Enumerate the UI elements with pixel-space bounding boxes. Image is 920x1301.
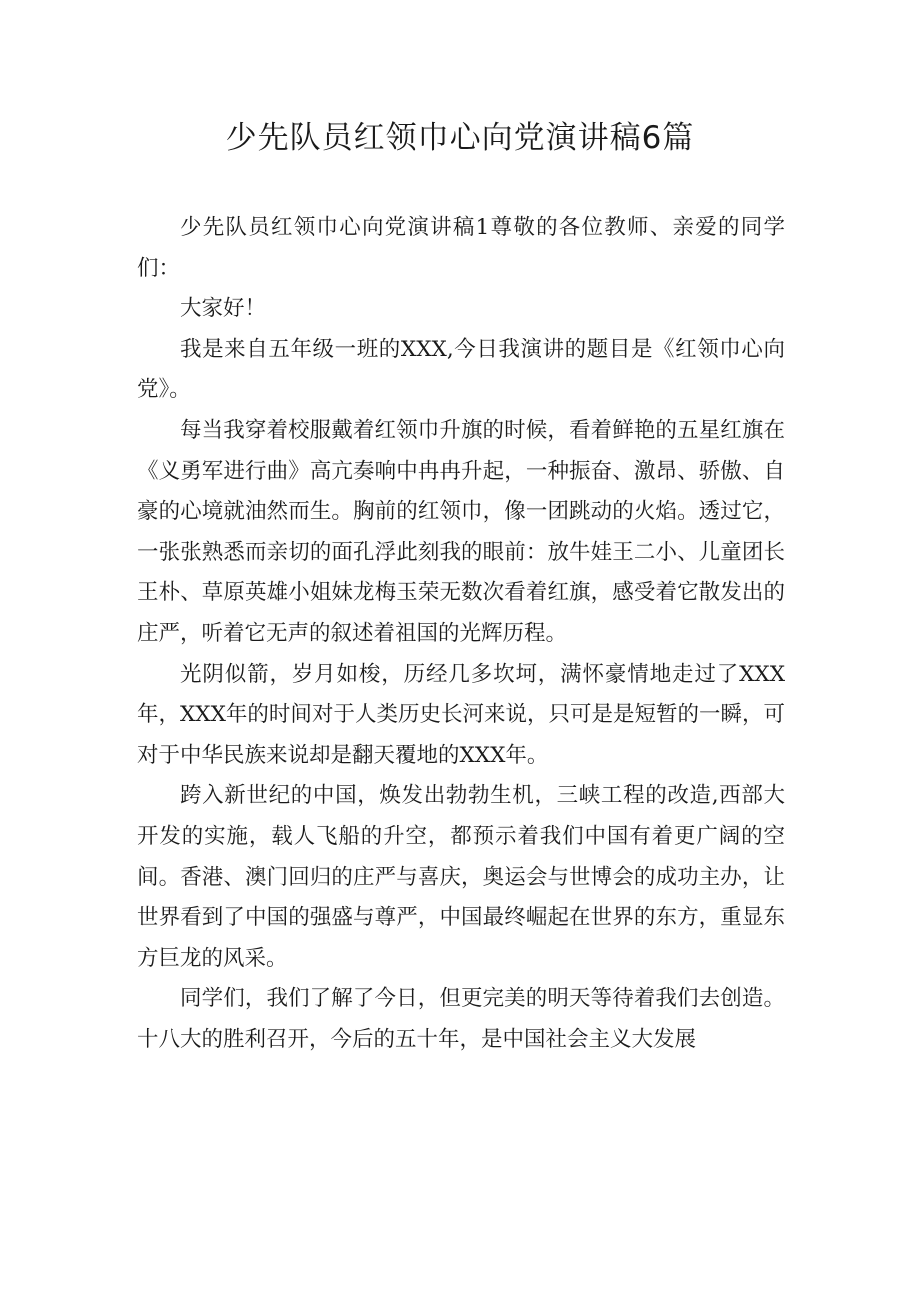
paragraph-new-century: 跨入新世纪的中国，焕发出勃勃生机，三峡工程的改造,西部大开发的实施，载人飞船的升空，都预示着我们中国有着更广阔的空间。香港、澳门回归的庄严与喜庆，奥运会与世博会的成功主办，让世界看到了中国的强盛与尊严，中国最终崛起在世界的东方，重显东方巨龙的风采。: [137, 783, 785, 971]
paragraph-future: 同学们，我们了解了今日，但更完美的明天等待着我们去创造。十八大的胜利召开，今后的五十年，是中国社会主义大发展: [137, 986, 785, 1052]
paragraph-introduction: 我是来自五年级一班的XXX,今日我演讲的题目是《红领巾心向党》。: [137, 336, 785, 403]
paragraph-greeting: 少先队员红领巾心向党演讲稿1尊敬的各位教师、亲爱的同学们：: [137, 215, 785, 281]
document-body: [137, 208, 785, 1060]
paragraph-history: 光阴似箭，岁月如梭，历经几多坎坷，满怀豪情地走过了XXX年，XXX年的时间对于人类历史长河来说，只可是是短暂的一瞬，可对于中华民族来说却是翻天覆地的XXX年。: [137, 661, 785, 768]
paragraph-flag-raising: 每当我穿着校服戴着红领巾升旗的时候，看着鲜艳的五星红旗在《义勇军进行曲》高亢奏响中冉冉升起，一种振奋、激昂、骄傲、自豪的心境就油然而生。胸前的红领巾，像一团跳动的火焰。透过它，一张张熟悉而亲切的面孔浮此刻我的眼前：放牛娃王二小、儿童团长王朴、草原英雄小姐妹龙梅玉荣无数次看着红旗，感受着它散发出的庄严，听着它无声的叙述着祖国的光辉历程。: [137, 417, 785, 646]
document-title: 少先队员红领巾心向党演讲稿6篇: [225, 120, 695, 156]
paragraph-hello: 大家好！: [180, 296, 267, 322]
